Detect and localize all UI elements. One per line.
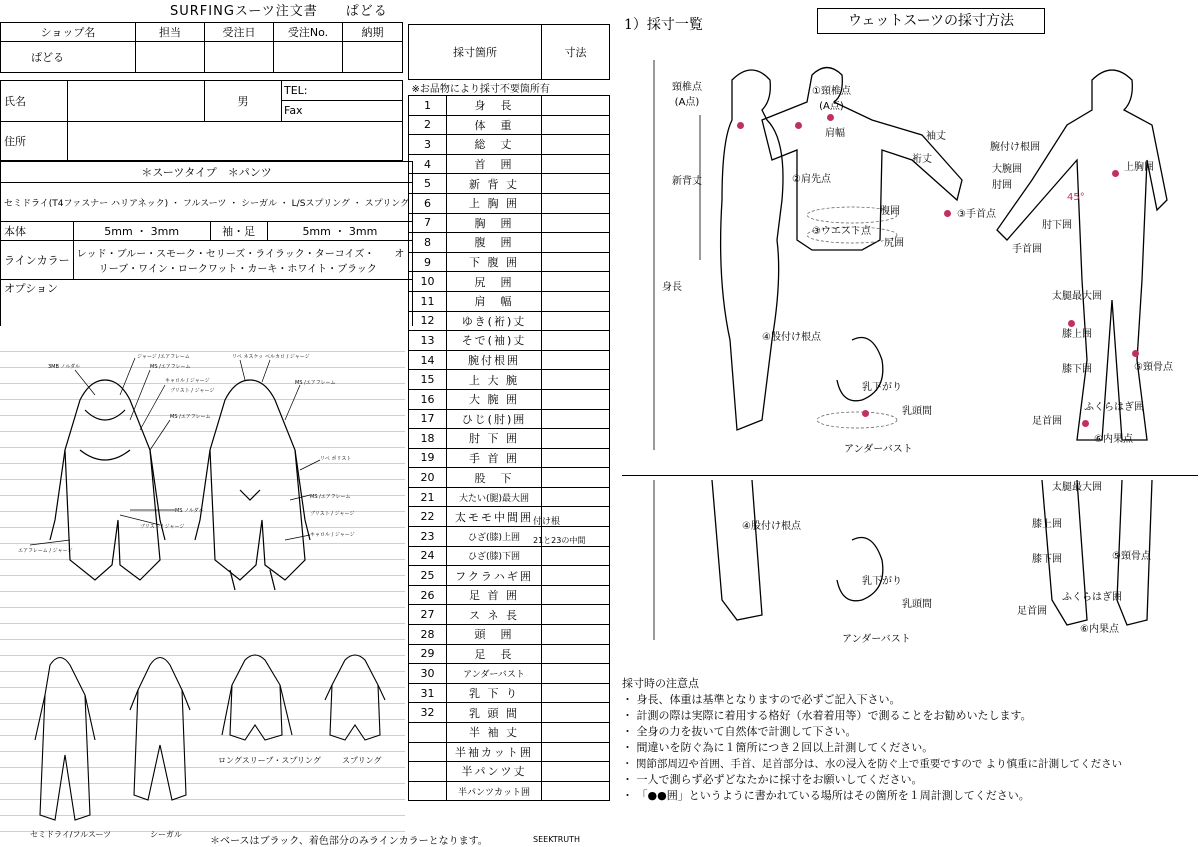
label-new-back: 新背丈 — [672, 176, 702, 187]
measure-row-name: 半 袖 丈 — [446, 723, 541, 743]
side-note-22: 21と23の中間 — [533, 536, 586, 545]
measure-row-name: ひざ(膝)上囲 — [446, 527, 541, 547]
measure-row-number: 15 — [409, 370, 447, 390]
measure-row — [409, 389, 610, 409]
note-7: ・ 「●●囲」というように書かれている場所はその箇所を１周計測してください。 — [622, 789, 1030, 802]
due-value[interactable] — [343, 42, 403, 73]
measure-row-number: 29 — [409, 644, 447, 664]
diagram-label-14: ブリスト / ジャージ — [140, 524, 185, 530]
measure-row-number: 10 — [409, 272, 447, 292]
measure-row-number — [409, 742, 447, 762]
measure-row-value[interactable] — [542, 585, 610, 605]
measure-row-value[interactable] — [542, 213, 610, 233]
part-header: 採寸箇所 — [409, 25, 542, 80]
measure-row-name: 下 腹 囲 — [446, 252, 541, 272]
measure-row-value[interactable] — [542, 546, 610, 566]
measure-row — [409, 448, 610, 468]
measure-row-number: 24 — [409, 546, 447, 566]
measure-row-number: 28 — [409, 625, 447, 645]
measure-row-number: 2 — [409, 115, 447, 135]
label-crotch-2: ④股付け根点 — [742, 521, 801, 532]
measure-row — [409, 585, 610, 605]
measure-row — [409, 487, 610, 507]
measure-row-name: 半パンツ丈 — [446, 762, 541, 782]
measure-row-value[interactable] — [542, 487, 610, 507]
measure-row-value[interactable] — [542, 350, 610, 370]
measure-row-number: 8 — [409, 233, 447, 253]
bust-marker — [862, 410, 869, 417]
measure-row — [409, 96, 610, 116]
measure-row-name: 胸 囲 — [446, 213, 541, 233]
measure-row-name: 頭 囲 — [446, 625, 541, 645]
measure-row — [409, 193, 610, 213]
diagram-label-5: MS /エアフレーム — [150, 364, 191, 370]
measure-row-name: 総 丈 — [446, 135, 541, 155]
measure-row-name: 腕付根囲 — [446, 350, 541, 370]
measure-row-number: 4 — [409, 154, 447, 174]
diagram-label-8: MS /エアフレーム — [295, 380, 336, 386]
label-knee-down: 膝下囲 — [1062, 364, 1092, 375]
body-thickness[interactable]: 5mm ・ 3mm — [73, 222, 210, 241]
measure-row-number: 14 — [409, 350, 447, 370]
measure-row — [409, 429, 610, 449]
option-field[interactable] — [1, 280, 413, 327]
measure-row — [409, 664, 610, 684]
diagram-label-3: リペ ネスケッ — [232, 354, 264, 360]
date-header: 受注日 — [205, 23, 274, 42]
measure-row-number: 25 — [409, 566, 447, 586]
measure-row-name: 手 首 囲 — [446, 448, 541, 468]
side-note-21: 付け根 — [533, 517, 561, 527]
suit-name-seagull: シーガル — [150, 830, 182, 839]
order-header-table — [0, 22, 403, 73]
diagram-label-9: MS /エアフレーム — [170, 414, 211, 420]
measure-row-name: 乳 頭 間 — [446, 703, 541, 723]
line-color-row1: レッド・ブルー・スモーク・セリーズ・ライラック・ターコイズ・ オ — [76, 249, 405, 260]
date-value[interactable] — [205, 42, 274, 73]
measurement-notes — [622, 676, 1122, 804]
measure-row-name: 腹 囲 — [446, 233, 541, 253]
ankle-marker — [1082, 420, 1089, 427]
suit-name-semidry: セミドライ/フルスーツ — [30, 830, 112, 839]
customer-table — [0, 80, 403, 161]
measure-row-number: 13 — [409, 331, 447, 351]
name-field[interactable] — [68, 81, 205, 122]
sleeve-label: 袖・足 — [210, 222, 267, 241]
measure-row — [409, 311, 610, 331]
measure-row-number — [409, 723, 447, 743]
base-color-footnote: ＊ベースはブラック、着色部分のみラインカラーとなります。 — [210, 836, 488, 847]
measure-row — [409, 135, 610, 155]
line-color-options[interactable] — [73, 241, 412, 280]
measure-row-value[interactable] — [542, 233, 610, 253]
measure-row — [409, 762, 610, 782]
body-label: 本体 — [1, 222, 74, 241]
label-thigh-max-2: 太腿最大囲 — [1052, 482, 1102, 493]
label-under-bust-2: アンダーバスト — [842, 634, 911, 645]
measure-row-number — [409, 762, 447, 782]
type-heading: ＊スーツタイプ ＊パンツ — [1, 162, 413, 183]
label-shin-bone-2: ⑤頸骨点 — [1112, 551, 1151, 562]
diagram-label-2: ジャージ /エアフレーム — [137, 354, 190, 360]
measure-row — [409, 507, 610, 527]
measure-row-name: 肩 幅 — [446, 291, 541, 311]
notes-title: 採寸時の注意点 — [622, 677, 699, 690]
label-elbow-below: 肘下囲 — [1042, 220, 1072, 231]
measure-row — [409, 546, 610, 566]
measure-row — [409, 154, 610, 174]
measurement-table — [408, 24, 610, 801]
measure-row-number: 22 — [409, 507, 447, 527]
diagram-label-15: キャロル / ジャージ — [310, 532, 355, 538]
measure-row — [409, 291, 610, 311]
measure-row-number: 5 — [409, 174, 447, 194]
measure-row-number: 17 — [409, 409, 447, 429]
label-calf-2: ふくらはぎ囲 — [1062, 592, 1122, 603]
measurement-guide — [612, 0, 1200, 847]
label-knee-up: 膝上囲 — [1062, 329, 1092, 340]
label-ankle-2: 足首囲 — [1017, 606, 1047, 617]
measure-row — [409, 644, 610, 664]
sleeve-thickness[interactable]: 5mm ・ 3mm — [267, 222, 412, 241]
label-calf: ふくらはぎ囲 — [1084, 402, 1144, 413]
measure-row-number: 30 — [409, 664, 447, 684]
measure-row — [409, 625, 610, 645]
diagram-label-7: ブリスト / ジャージ — [170, 388, 215, 394]
tel-field[interactable]: TEL: — [282, 81, 402, 101]
gender-value[interactable]: 男 — [205, 81, 282, 122]
label-breast-drop-2: 乳下がり — [862, 576, 902, 587]
label-wrist: 手首囲 — [1012, 244, 1042, 255]
neck-point-marker — [737, 122, 744, 129]
measure-row-value[interactable] — [542, 331, 610, 351]
measure-row-value[interactable] — [542, 96, 610, 116]
measure-row-value[interactable] — [542, 311, 610, 331]
measure-row-name: ひじ(肘)囲 — [446, 409, 541, 429]
measure-row-name: 大たい(腿)最大囲 — [446, 487, 541, 507]
diagram-label-1: 3MB ノルダル — [48, 364, 81, 370]
measure-row-value[interactable] — [542, 781, 610, 801]
label-upper-arm: 大腕囲 — [992, 164, 1022, 175]
label-malleolus: ⑥内果点 — [1094, 434, 1133, 445]
measure-row-name: 上 胸 囲 — [446, 193, 541, 213]
note-1: ・ 身長、体重は基準となりますので必ずご記入下さい。 — [622, 693, 901, 706]
address-field[interactable] — [68, 122, 403, 161]
measure-row-name: 尻 囲 — [446, 272, 541, 292]
shop-header: ショップ名 — [1, 23, 136, 42]
measure-row-number: 6 — [409, 193, 447, 213]
size-header: 寸法 — [542, 25, 610, 80]
note-3: ・ 全身の力を抜いて自然体で計測して下さい。 — [622, 725, 857, 738]
measure-row-number: 20 — [409, 468, 447, 488]
label-angle: 45° — [1067, 192, 1085, 203]
measure-row-value[interactable] — [542, 291, 610, 311]
measure-row-value[interactable] — [542, 135, 610, 155]
measure-row-value[interactable] — [542, 252, 610, 272]
measure-row — [409, 331, 610, 351]
measure-row-name: 半パンツカット囲 — [446, 781, 541, 801]
measure-row-value[interactable] — [542, 742, 610, 762]
note-5: ・ 関節部周辺や首囲、手首、足首部分は、水の浸入を防ぐ上で重要ですので より慎重に計測してください — [622, 758, 1123, 770]
measure-row-name: そで(袖)丈 — [446, 331, 541, 351]
measure-row-number: 7 — [409, 213, 447, 233]
measure-row-name: ゆき(裄)丈 — [446, 311, 541, 331]
measure-row-number — [409, 781, 447, 801]
measure-note: ※お品物により採寸不要箇所有 — [409, 80, 610, 96]
measure-row-value[interactable] — [542, 566, 610, 586]
measure-row-name: 新 背 丈 — [446, 174, 541, 194]
shoulder-marker — [795, 122, 802, 129]
measure-row-name: 股 下 — [446, 468, 541, 488]
label-height: 身長 — [662, 282, 682, 293]
label-ankle: 足首囲 — [1032, 416, 1062, 427]
measure-row-value[interactable] — [542, 115, 610, 135]
measure-row-value[interactable] — [542, 644, 610, 664]
measure-row-value[interactable] — [542, 605, 610, 625]
option-label: オプション — [4, 282, 59, 295]
measure-row — [409, 174, 610, 194]
diagram-label-6: キャロル / ジャージ — [165, 378, 210, 384]
measure-row-name: 首 囲 — [446, 154, 541, 174]
label-waist: ③ウエスト点 — [812, 226, 871, 237]
measure-row-value[interactable] — [542, 409, 610, 429]
note-4: ・ 間違いを防ぐ為に１箇所につき２回以上計測してください。 — [622, 741, 934, 754]
label-hip: 尻囲 — [884, 238, 904, 249]
measure-row-name: 半袖カット囲 — [446, 742, 541, 762]
label-shoulder-width: 肩幅 — [825, 128, 845, 139]
measure-row-number: 9 — [409, 252, 447, 272]
measure-row-value[interactable] — [542, 664, 610, 684]
measure-row — [409, 370, 610, 390]
neck-point-marker-2 — [827, 114, 834, 121]
label-sleeve: 袖丈 — [926, 131, 946, 142]
measure-row-value[interactable] — [542, 429, 610, 449]
measure-row-name: 足 首 囲 — [446, 585, 541, 605]
line-color-label: ラインカラー — [1, 241, 74, 280]
label-shoulder-tip: ②肩先点 — [792, 174, 831, 185]
order-no-value[interactable] — [274, 42, 343, 73]
person-value[interactable] — [136, 42, 205, 73]
measure-row-number: 1 — [409, 96, 447, 116]
measure-row — [409, 703, 610, 723]
label-upper-chest: 上胸囲 — [1124, 162, 1154, 173]
measure-row-value[interactable] — [542, 703, 610, 723]
measure-row-value[interactable] — [542, 683, 610, 703]
contact-cell — [282, 81, 403, 122]
measure-row-name: アンダーバスト — [446, 664, 541, 684]
measure-row-number: 21 — [409, 487, 447, 507]
upper-chest-marker — [1112, 170, 1119, 177]
measure-row-name: 肘 下 囲 — [446, 429, 541, 449]
label-malleolus-2: ⑥内果点 — [1080, 624, 1119, 635]
label-knee-up-2: 膝上囲 — [1032, 519, 1062, 530]
measure-row-name: 足 長 — [446, 644, 541, 664]
measure-row — [409, 468, 610, 488]
person-header: 担当 — [136, 23, 205, 42]
name-label: 氏名 — [1, 81, 68, 122]
address-label: 住所 — [1, 122, 68, 161]
suit-type-table — [0, 161, 413, 326]
measure-row-name: 乳 下 り — [446, 683, 541, 703]
measure-row — [409, 272, 610, 292]
suit-type-illustrations — [0, 645, 405, 839]
section-heading: 1）採寸一覧 — [624, 17, 703, 33]
measure-row — [409, 742, 610, 762]
measure-row — [409, 115, 610, 135]
label-shin-bone: ⑤頸骨点 — [1134, 362, 1173, 373]
measure-row-name: 太モモ中間囲 — [446, 507, 541, 527]
shin-marker — [1132, 350, 1139, 357]
measure-row — [409, 781, 610, 801]
measure-row-number: 27 — [409, 605, 447, 625]
diagram-label-13: MS ノルダル — [175, 508, 204, 514]
measure-row-value[interactable] — [542, 762, 610, 782]
measure-row-value[interactable] — [542, 625, 610, 645]
label-wrist-point: ③手首点 — [957, 209, 996, 220]
measure-row-number: 16 — [409, 389, 447, 409]
measure-row-name: フクラハギ囲 — [446, 566, 541, 586]
diagram-label-4: ベルカロ / ジャージ — [265, 354, 310, 360]
diagram-label-16: エアフレーム / ジャージ — [18, 548, 73, 554]
diagram-label-10: リペ ポリスト — [320, 456, 352, 462]
measure-row-value[interactable] — [542, 174, 610, 194]
order-no-header: 受注No. — [274, 23, 343, 42]
label-breast-drop: 乳下がり — [862, 382, 902, 393]
measure-row — [409, 409, 610, 429]
measure-row-value[interactable] — [542, 154, 610, 174]
measure-row — [409, 723, 610, 743]
measure-row — [409, 213, 610, 233]
measure-row-number: 3 — [409, 135, 447, 155]
measure-row-value[interactable] — [542, 723, 610, 743]
measure-row — [409, 566, 610, 586]
label-crotch: ④股付け根点 — [762, 332, 821, 343]
measure-row-number: 19 — [409, 448, 447, 468]
measure-row-name: ひざ(膝)下囲 — [446, 546, 541, 566]
type-options[interactable]: セミドライ(T4ファスナー ハリアネック) ・ フルスーツ ・ シーガル ・ L/Sスプリング ・ スプリング — [1, 183, 413, 222]
measure-row-number: 32 — [409, 703, 447, 723]
diagram-label-12: ブリスト / ジャージ — [310, 511, 355, 517]
measure-row-number: 26 — [409, 585, 447, 605]
measure-row-number: 18 — [409, 429, 447, 449]
measure-row-name: 大 腕 囲 — [446, 389, 541, 409]
measure-row-value[interactable] — [542, 448, 610, 468]
suit-name-ls-spring: ロングスリーブ・スプリング — [218, 756, 321, 765]
measure-row-number: 11 — [409, 291, 447, 311]
measure-row — [409, 683, 610, 703]
guide-title: ウェットスーツの採寸方法 — [817, 8, 1045, 34]
label-abdomen: 腹囲 — [880, 206, 900, 217]
label-elbow: 肘囲 — [992, 180, 1012, 191]
brand-label: SEEKTRUTH — [533, 835, 581, 844]
measure-row-value[interactable] — [542, 389, 610, 409]
label-neck-point: 頸椎点 (A点) — [672, 82, 702, 108]
line-color-row2: リーブ・ワイン・ロークワット・カーキ・ホワイト・ブラック — [98, 264, 377, 275]
measure-row-name: 上 大 腕 — [446, 370, 541, 390]
label-neck-point-2: ①頸椎点 (A点) — [812, 86, 851, 112]
form-title: SURFINGスーツ注文書 ぱどる — [170, 4, 388, 19]
body-figures — [612, 40, 1200, 660]
due-header: 納期 — [343, 23, 403, 42]
measure-row — [409, 605, 610, 625]
measure-row-value[interactable] — [542, 370, 610, 390]
label-nipple: 乳頭間 — [902, 406, 932, 417]
measure-row-value[interactable] — [542, 272, 610, 292]
label-knee-down-2: 膝下囲 — [1032, 554, 1062, 565]
diagram-label-11: MS /エアフレーム — [310, 494, 351, 500]
label-nipple-2: 乳頭間 — [902, 599, 932, 610]
measure-row-name: 体 重 — [446, 115, 541, 135]
note-2: ・ 計測の際は実際に着用する格好（水着着用等）で測ることをお勧めいたします。 — [622, 709, 1032, 722]
measure-row-number: 23 — [409, 527, 447, 547]
measure-row-number: 31 — [409, 683, 447, 703]
label-thigh-max: 太腿最大囲 — [1052, 291, 1102, 302]
measure-row-name: 身 長 — [446, 96, 541, 116]
shop-value[interactable]: ぱどる — [1, 42, 136, 73]
measure-row-value[interactable] — [542, 193, 610, 213]
measure-row-name: ス ネ 長 — [446, 605, 541, 625]
measure-row-value[interactable] — [542, 468, 610, 488]
suit-name-spring: スプリング — [342, 756, 382, 765]
label-arm-root: 腕付け根囲 — [990, 142, 1040, 153]
measure-row — [409, 252, 610, 272]
measure-row — [409, 233, 610, 253]
label-yuki: 裄丈 — [912, 154, 932, 165]
suit-construction-diagram — [0, 340, 405, 640]
panel-divider — [622, 475, 1198, 476]
note-6: ・ 一人で測らず必ずどなたかに採寸をお願いしてください。 — [622, 773, 923, 786]
wrist-point-marker — [944, 210, 951, 217]
fax-field[interactable]: Fax — [284, 104, 303, 117]
label-under-bust: アンダーバスト — [844, 444, 913, 455]
measure-row — [409, 350, 610, 370]
measure-row-number: 12 — [409, 311, 447, 331]
